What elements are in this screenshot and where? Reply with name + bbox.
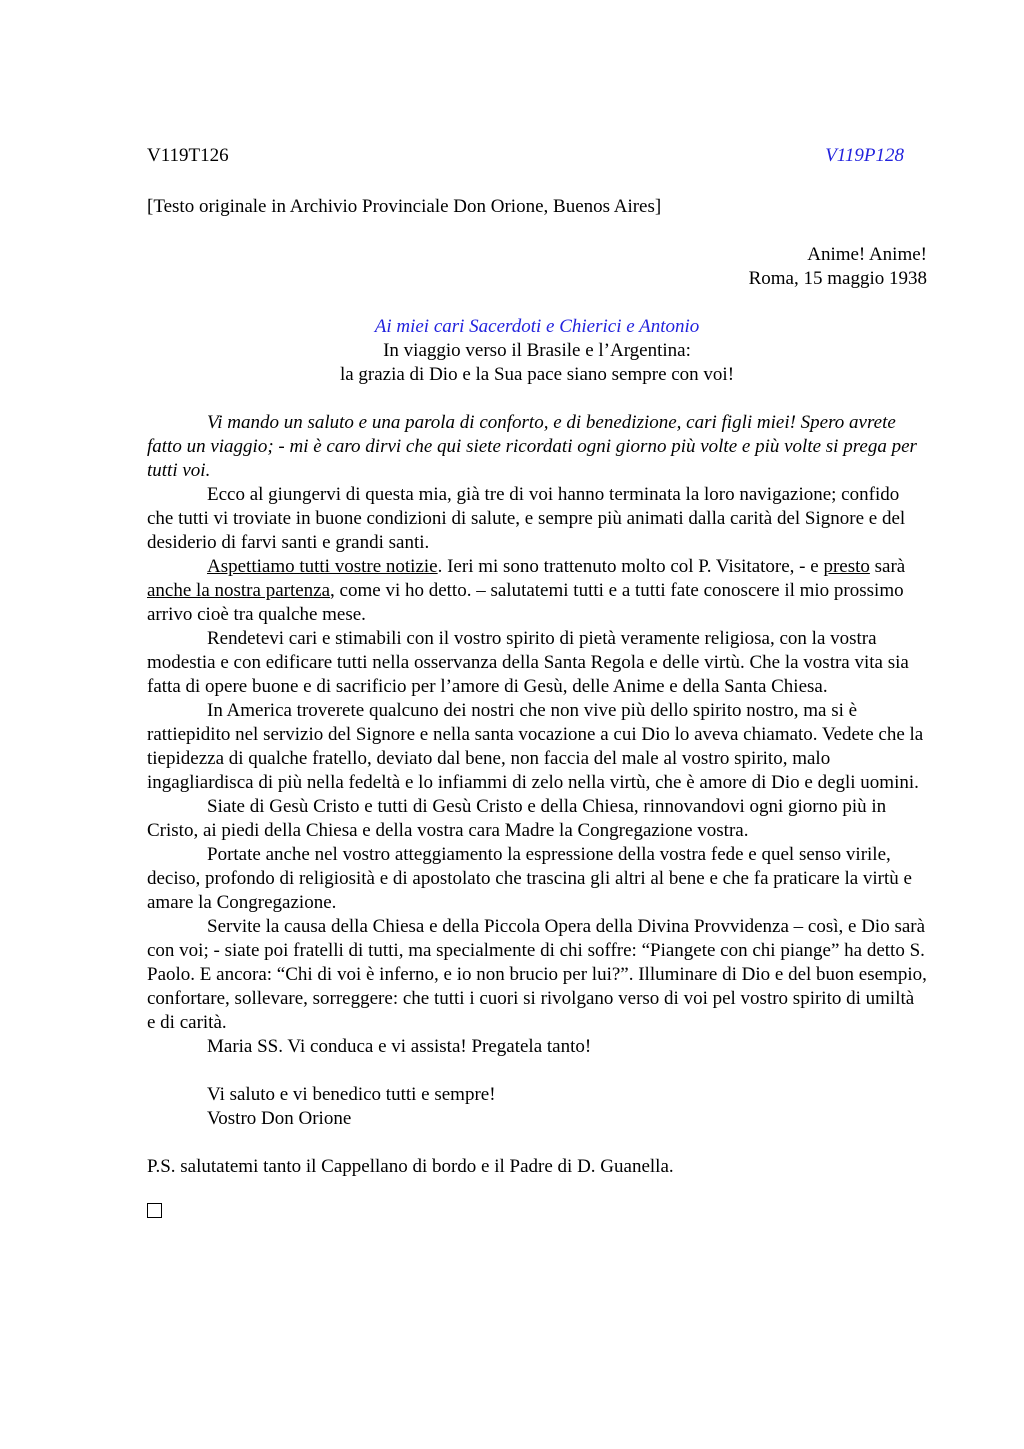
paragraph: Maria SS. Vi conduca e vi assista! Pregatela tanto! bbox=[207, 1036, 592, 1057]
paragraph-text: , come vi ho detto. – salutatemi tutti e a tutti fate conoscere il mio prossimo arrivo cioè tra qualche mese. bbox=[147, 580, 904, 625]
motto: Anime! Anime! bbox=[807, 244, 927, 265]
underlined-phrase: Aspettiamo tutti vostre notizie bbox=[207, 556, 438, 577]
greeting-line: In viaggio verso il Brasile e l’Argentina: bbox=[383, 340, 691, 361]
signature: Vostro Don Orione bbox=[207, 1108, 352, 1129]
postscript: P.S. salutatemi tanto il Cappellano di bordo e il Padre di D. Guanella. bbox=[147, 1156, 674, 1177]
page-reference-link[interactable]: V119P128 bbox=[825, 145, 904, 166]
paragraph: Siate di Gesù Cristo e tutti di Gesù Cristo e della Chiesa, rinnovandovi ogni giorno più in Cristo, ai piedi della Chiesa e della vostra cara Madre la Congregazione vostra. bbox=[147, 796, 887, 841]
paragraph: In America troverete qualcuno dei nostri che non vive più dello spirito nostro, ma si è rattiepidito nel servizio del Signore e nella santa vocazione a cui Dio lo aveva chiamato. Vedete che la tiepidezza di qualche fratello, deviato dal bene, non faccia del male al vostro spirito, malo ingagliardisca di più nella fedeltà e lo infiammi di zelo nella virtù, che è amore di Dio e degli uomini. bbox=[147, 700, 924, 793]
checkbox[interactable] bbox=[147, 1203, 162, 1218]
document-header bbox=[147, 144, 927, 168]
greeting-blessing: la grazia di Dio e la Sua pace siano sempre con voi! bbox=[339, 364, 735, 385]
heading-right bbox=[147, 243, 927, 291]
paragraph-text: sarà bbox=[869, 556, 906, 577]
greeting bbox=[147, 315, 927, 387]
underlined-phrase: anche la nostra partenza bbox=[147, 580, 331, 601]
paragraph: Servite la causa della Chiesa e della Piccola Opera della Divina Provvidenza – così, e Dio sarà con voi; - siate poi fratelli di tutti, ma specialmente di chi soffre: “Piangete con chi piange” ha detto S. Paolo. E ancora: “Chi di voi è inferno, e io non brucio per lui?”. Illuminare di Dio e del buon esempio, confortare, sollevare, sorreggere: che tutti i cuori si rivolgano verso di voi pel vostro spirito di umiltà e di carità. bbox=[147, 916, 927, 1033]
closing-salutation: Vi saluto e vi benedico tutti e sempre! bbox=[207, 1084, 496, 1105]
paragraph: Ecco al giungervi di questa mia, già tre di voi hanno terminata la loro navigazione; confido che tutti vi troviate in buone condizioni di salute, e sempre più animati dalla carità del Signore e del desiderio di farvi santi e grandi santi. bbox=[147, 484, 906, 553]
paragraph: Portate anche nel vostro atteggiamento la espressione della vostra fede e quel senso virile, deciso, profondo di religiosità e di apostolato che trascina gli altri al bene e che fa praticare la virtù e amare la Congregazione. bbox=[147, 844, 912, 913]
source-note: [Testo originale in Archivio Provinciale Don Orione, Buenos Aires] bbox=[147, 196, 662, 217]
document-code: V119T126 bbox=[147, 145, 229, 166]
addressee: Ai miei cari Sacerdoti e Chierici e Antonio bbox=[374, 316, 700, 337]
paragraph: Vi mando un saluto e una parola di conforto, e di benedizione, cari figli miei! Spero avrete fatto un viaggio; - mi è caro dirvi che qui siete ricordati ogni giorno più volte e più volte si prega per tutti voi. bbox=[147, 412, 917, 481]
paragraph: Rendetevi cari e stimabili con il vostro spirito di pietà veramente religiosa, con la vostra modestia e con edificare tutti nella osservanza della Santa Regola e delle virtù. Che la vostra vita sia fatta di opere buone e di sacrificio per l’amore di Gesù, delle Anime e della Santa Chiesa. bbox=[147, 628, 909, 697]
closing bbox=[147, 1083, 927, 1131]
paragraph bbox=[147, 555, 927, 627]
paragraph-text: . Ieri mi sono trattenuto molto col P. Visitatore, - e bbox=[437, 556, 824, 577]
underlined-phrase: presto bbox=[823, 556, 870, 577]
letter-body bbox=[147, 411, 927, 1059]
place-date: Roma, 15 maggio 1938 bbox=[748, 268, 927, 289]
letter-page bbox=[147, 144, 927, 1218]
